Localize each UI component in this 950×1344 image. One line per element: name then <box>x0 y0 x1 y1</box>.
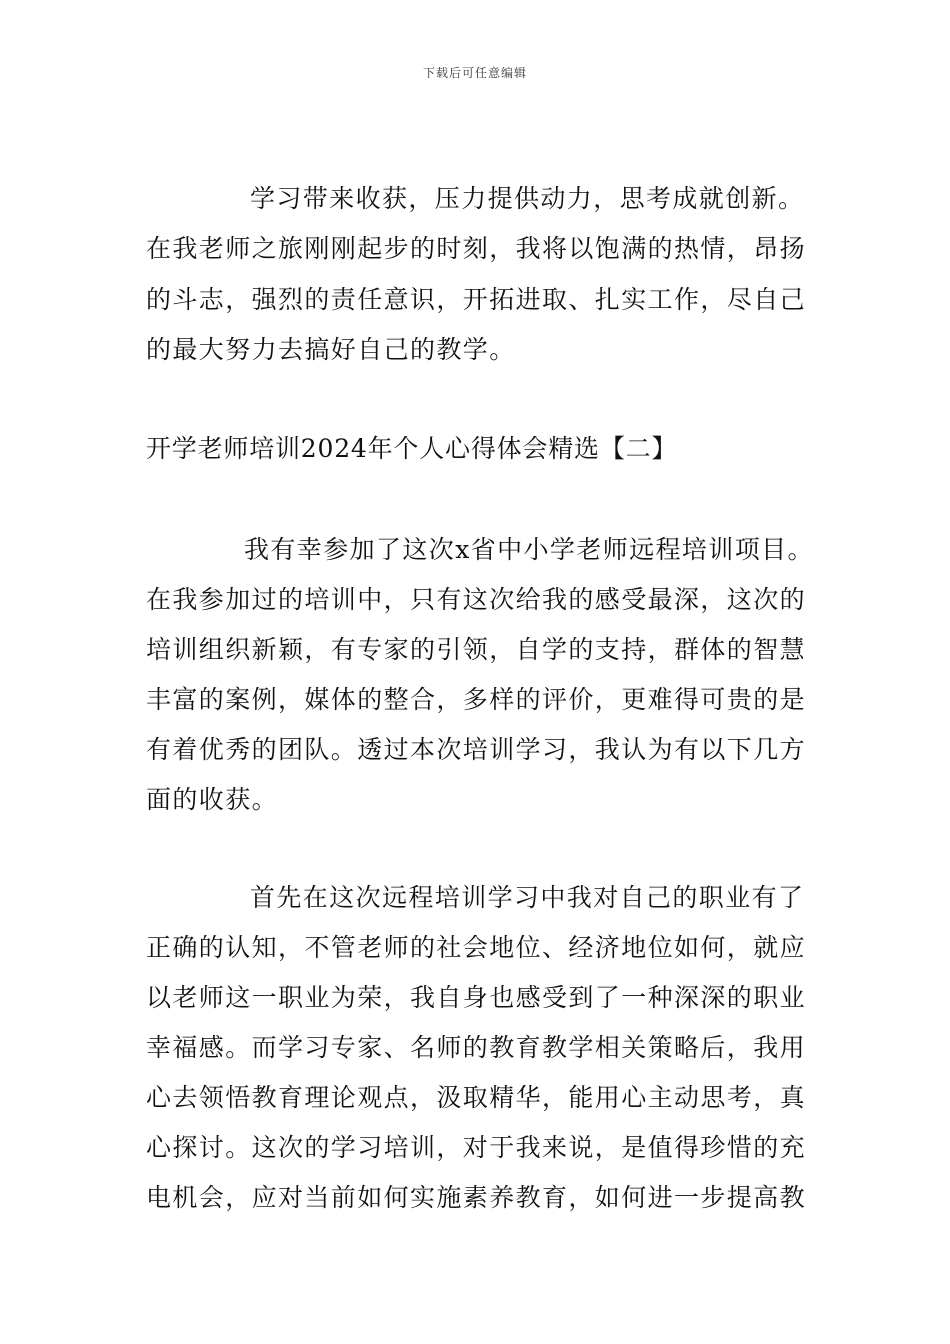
paragraph2-line: 在我参加过的培训中，只有这次给我的感受最深，这次的 <box>146 585 807 614</box>
paragraph2-line: 我有幸参加了这次x省中小学老师远程培训项目。 <box>244 535 814 564</box>
paragraph2-line: 面的收获。 <box>146 785 279 814</box>
paragraph3-line: 心去领悟教育理论观点，汲取精华，能用心主动思考，真 <box>146 1083 807 1112</box>
paragraph1-line: 学习带来收获，压力提供动力，思考成就创新。 <box>250 184 805 213</box>
paragraph1-line: 的最大努力去搞好自己的教学。 <box>146 335 516 364</box>
paragraph3-line: 首先在这次远程培训学习中我对自己的职业有了 <box>250 883 805 912</box>
section-heading: 开学老师培训2024年个人心得体会精选【二】 <box>146 434 678 463</box>
paragraph1-line: 在我老师之旅刚刚起步的时刻，我将以饱满的热情，昂扬 <box>146 234 807 263</box>
paragraph1-line: 的斗志，强烈的责任意识，开拓进取、扎实工作，尽自己 <box>146 285 807 314</box>
paragraph3-line: 心探讨。这次的学习培训，对于我来说，是值得珍惜的充 <box>146 1133 807 1162</box>
paragraph3-line: 以老师这一职业为荣，我自身也感受到了一种深深的职业 <box>146 983 807 1012</box>
header-note: 下载后可任意编辑 <box>422 66 527 80</box>
paragraph3-line: 电机会，应对当前如何实施素养教育，如何进一步提高教 <box>146 1183 807 1212</box>
paragraph2-line: 培训组织新颖，有专家的引领，自学的支持，群体的智慧 <box>146 635 807 664</box>
paragraph3-line: 幸福感。而学习专家、名师的教育教学相关策略后，我用 <box>146 1033 807 1062</box>
paragraph3-line: 正确的认知，不管老师的社会地位、经济地位如何，就应 <box>146 933 807 962</box>
paragraph2-line: 有着优秀的团队。透过本次培训学习，我认为有以下几方 <box>146 735 807 764</box>
paragraph2-line: 丰富的案例，媒体的整合，多样的评价，更难得可贵的是 <box>146 685 807 714</box>
